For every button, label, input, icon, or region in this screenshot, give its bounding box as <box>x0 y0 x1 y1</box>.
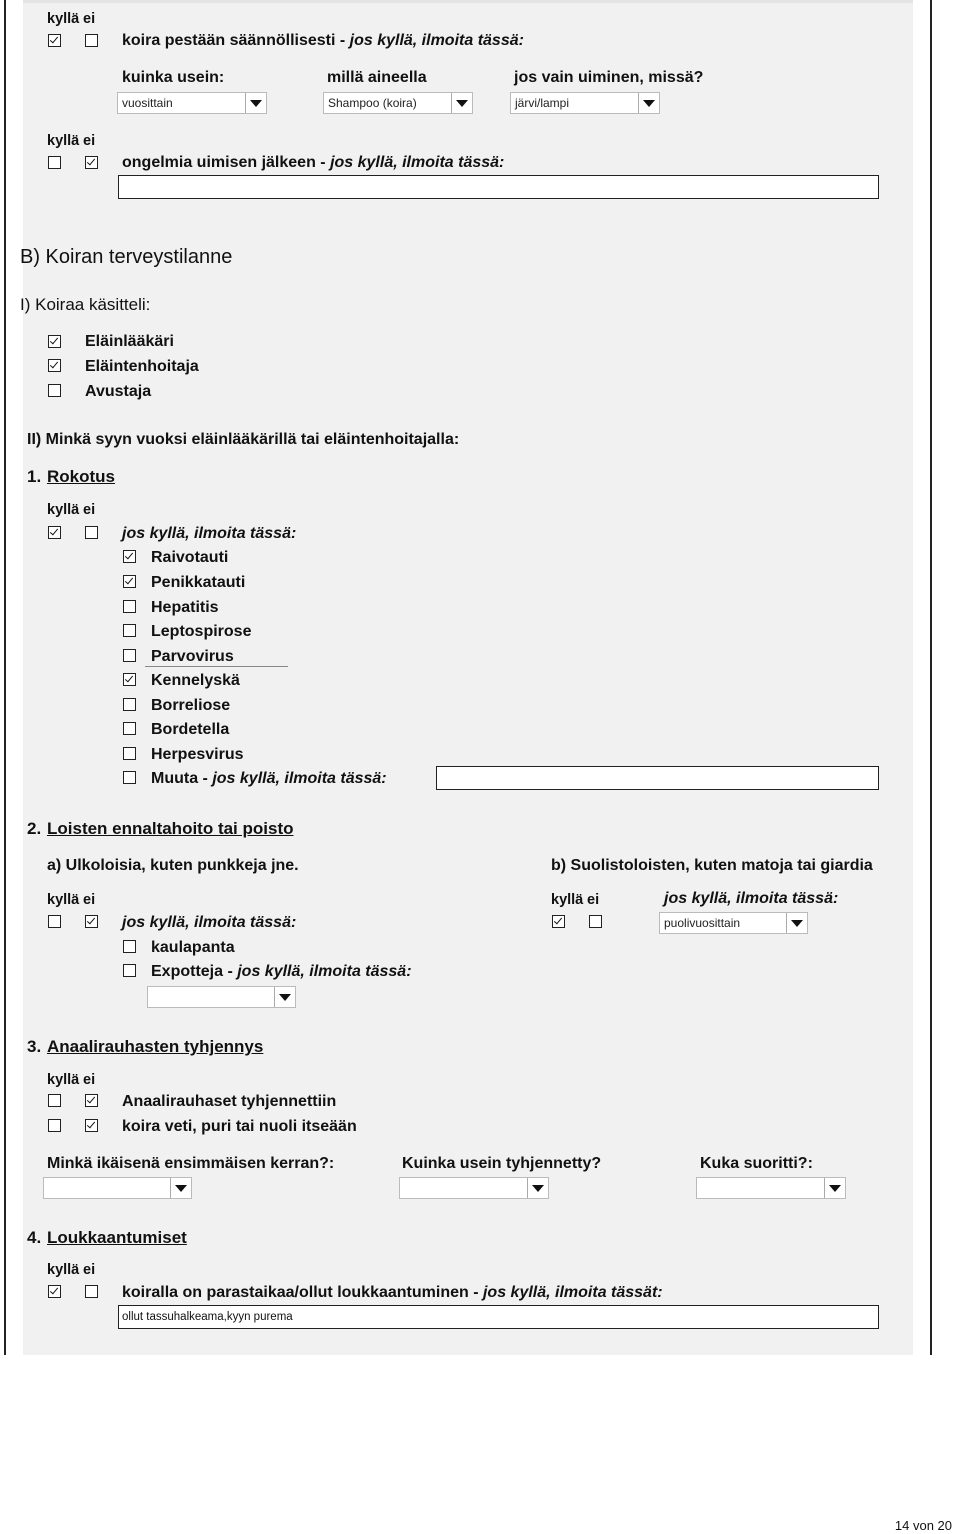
chevron-down-icon[interactable] <box>527 1178 548 1198</box>
chevron-down-icon[interactable] <box>786 913 807 933</box>
vaccine-checkbox-distemper[interactable] <box>123 575 136 588</box>
wash-yes-checkbox[interactable] <box>48 34 61 47</box>
vaccine-other-label: Muuta - jos kyllä, ilmoita tässä: <box>151 770 387 787</box>
external-no-checkbox[interactable] <box>85 915 98 928</box>
handler-keeper-checkbox[interactable] <box>48 359 61 372</box>
chevron-down-icon[interactable] <box>245 93 266 113</box>
vaccine-checkbox-other[interactable] <box>123 771 136 784</box>
anal-number: 3. <box>27 1037 42 1056</box>
internal-yes-checkbox[interactable] <box>552 915 565 928</box>
swim-place-select[interactable]: järvi/lampi <box>510 92 660 114</box>
injury-details-input[interactable]: ollut tassuhalkeama,kyyn purema <box>118 1305 879 1329</box>
chevron-down-icon[interactable] <box>274 987 295 1007</box>
frame-right-line <box>930 0 932 1355</box>
no-header: ei <box>83 892 96 908</box>
wash-question: koira pestään säännöllisesti - jos kyllä, ilmoita tässä: <box>122 32 524 49</box>
vaccine-label: Leptospirose <box>151 623 252 640</box>
anal-title: Anaalirauhasten tyhjennys <box>47 1037 264 1056</box>
handler-vet-label: Eläinlääkäri <box>85 333 174 350</box>
handler-assistant-label: Avustaja <box>85 383 152 400</box>
external-prompt: jos kyllä, ilmoita tässä: <box>122 914 297 931</box>
internal-frequency-select[interactable]: puolivuosittain <box>659 912 808 934</box>
vaccine-checkbox-bordetella[interactable] <box>123 722 136 735</box>
anal-emptied-yes-checkbox[interactable] <box>48 1094 61 1107</box>
vaccination-no-checkbox[interactable] <box>85 526 98 539</box>
panel-top-edge <box>23 0 913 3</box>
wash-product-label: millä aineella <box>327 69 427 86</box>
handler-vet-checkbox[interactable] <box>48 335 61 348</box>
performer-label: Kuka suoritti?: <box>700 1155 813 1172</box>
parasites-number: 2. <box>27 819 42 838</box>
yes-header: kyllä <box>47 1262 80 1278</box>
vaccine-label: Kennelyskä <box>151 672 240 689</box>
reason-title: II) Minkä syyn vuoksi eläinlääkärillä tai eläintenhoitajalla: <box>27 431 460 448</box>
yes-header: kyllä <box>47 1072 80 1088</box>
wash-product-select[interactable]: Shampoo (koira) <box>323 92 473 114</box>
expot-label: Expotteja - jos kyllä, ilmoita tässä: <box>151 963 412 980</box>
vaccine-checkbox-kennelcough[interactable] <box>123 673 136 686</box>
vaccination-yes-checkbox[interactable] <box>48 526 61 539</box>
divider <box>145 666 288 667</box>
expot-select[interactable] <box>147 986 296 1008</box>
chevron-down-icon[interactable] <box>824 1178 845 1198</box>
handler-title: I) Koiraa käsitteli: <box>20 295 151 314</box>
anal-behavior-no-checkbox[interactable] <box>85 1119 98 1132</box>
swim-problems-input[interactable] <box>118 175 879 199</box>
yes-header: kyllä <box>47 11 80 27</box>
vaccine-checkbox-leptospirose[interactable] <box>123 624 136 637</box>
vaccination-prompt: jos kyllä, ilmoita tässä: <box>122 525 297 542</box>
no-header: ei <box>83 133 96 149</box>
vaccine-label: Raivotauti <box>151 549 229 566</box>
vaccine-checkbox-borreliose[interactable] <box>123 698 136 711</box>
swim-place-label: jos vain uiminen, missä? <box>514 69 704 86</box>
vaccine-checkbox-hepatitis[interactable] <box>123 600 136 613</box>
external-parasites-title: a) Ulkoloisia, kuten punkkeja jne. <box>47 857 299 874</box>
injuries-title: Loukkaantumiset <box>47 1228 187 1247</box>
page-number: 14 von 20 <box>894 1518 952 1533</box>
handler-assistant-checkbox[interactable] <box>48 384 61 397</box>
vaccination-title: Rokotus <box>47 467 115 486</box>
injury-question: koiralla on parastaikaa/ollut loukkaantuminen - jos kyllä, ilmoita tässät: <box>122 1284 663 1301</box>
collar-label: kaulapanta <box>151 939 235 956</box>
vaccine-label: Penikkatauti <box>151 574 246 591</box>
yes-header: kyllä <box>47 892 80 908</box>
chevron-down-icon[interactable] <box>451 93 472 113</box>
vaccine-label: Bordetella <box>151 721 230 738</box>
performer-select[interactable] <box>696 1177 846 1199</box>
first-age-select[interactable] <box>43 1177 192 1199</box>
vaccine-label: Parvovirus <box>151 648 234 665</box>
anal-behavior-yes-checkbox[interactable] <box>48 1119 61 1132</box>
vaccine-checkbox-parvovirus[interactable] <box>123 649 136 662</box>
yes-header: kyllä <box>551 892 584 908</box>
vaccine-label: Hepatitis <box>151 599 219 616</box>
swim-question: ongelmia uimisen jälkeen - jos kyllä, ilmoita tässä: <box>122 154 505 171</box>
vaccine-checkbox-herpesvirus[interactable] <box>123 747 136 760</box>
vaccine-checkbox-rabies[interactable] <box>123 550 136 563</box>
anal-behavior-label: koira veti, puri tai nuoli itseään <box>122 1118 357 1135</box>
wash-frequency-select[interactable]: vuosittain <box>117 92 267 114</box>
wash-no-checkbox[interactable] <box>85 34 98 47</box>
chevron-down-icon[interactable] <box>638 93 659 113</box>
anal-emptied-label: Anaalirauhaset tyhjennettiin <box>122 1093 337 1110</box>
no-header: ei <box>83 502 96 518</box>
vaccine-other-input[interactable] <box>436 766 879 790</box>
vaccination-number: 1. <box>27 467 42 486</box>
swim-yes-checkbox[interactable] <box>48 156 61 169</box>
collar-checkbox[interactable] <box>123 940 136 953</box>
yes-header: kyllä <box>47 502 80 518</box>
no-header: ei <box>83 11 96 27</box>
first-age-label: Minkä ikäisenä ensimmäisen kerran?: <box>47 1155 335 1172</box>
internal-parasites-title: b) Suolistoloisten, kuten matoja tai giardia <box>551 857 873 874</box>
frequency-select[interactable] <box>399 1177 549 1199</box>
section-b-title: B) Koiran terveystilanne <box>20 246 233 268</box>
injuries-number: 4. <box>27 1228 42 1247</box>
internal-no-checkbox[interactable] <box>589 915 602 928</box>
parasites-title: Loisten ennaltahoito tai poisto <box>47 819 294 838</box>
chevron-down-icon[interactable] <box>170 1178 191 1198</box>
swim-no-checkbox[interactable] <box>85 156 98 169</box>
no-header: ei <box>587 892 600 908</box>
injury-no-checkbox[interactable] <box>85 1285 98 1298</box>
internal-prompt: jos kyllä, ilmoita tässä: <box>664 890 839 907</box>
wash-frequency-label: kuinka usein: <box>122 69 225 86</box>
handler-keeper-label: Eläintenhoitaja <box>85 358 199 375</box>
no-header: ei <box>83 1072 96 1088</box>
vaccine-label: Herpesvirus <box>151 746 244 763</box>
anal-emptied-no-checkbox[interactable] <box>85 1094 98 1107</box>
expot-checkbox[interactable] <box>123 964 136 977</box>
external-yes-checkbox[interactable] <box>48 915 61 928</box>
frame-left-line <box>4 0 6 1355</box>
frequency-label: Kuinka usein tyhjennetty? <box>402 1155 602 1172</box>
injury-yes-checkbox[interactable] <box>48 1285 61 1298</box>
no-header: ei <box>83 1262 96 1278</box>
yes-header: kyllä <box>47 133 80 149</box>
vaccine-label: Borreliose <box>151 697 231 714</box>
